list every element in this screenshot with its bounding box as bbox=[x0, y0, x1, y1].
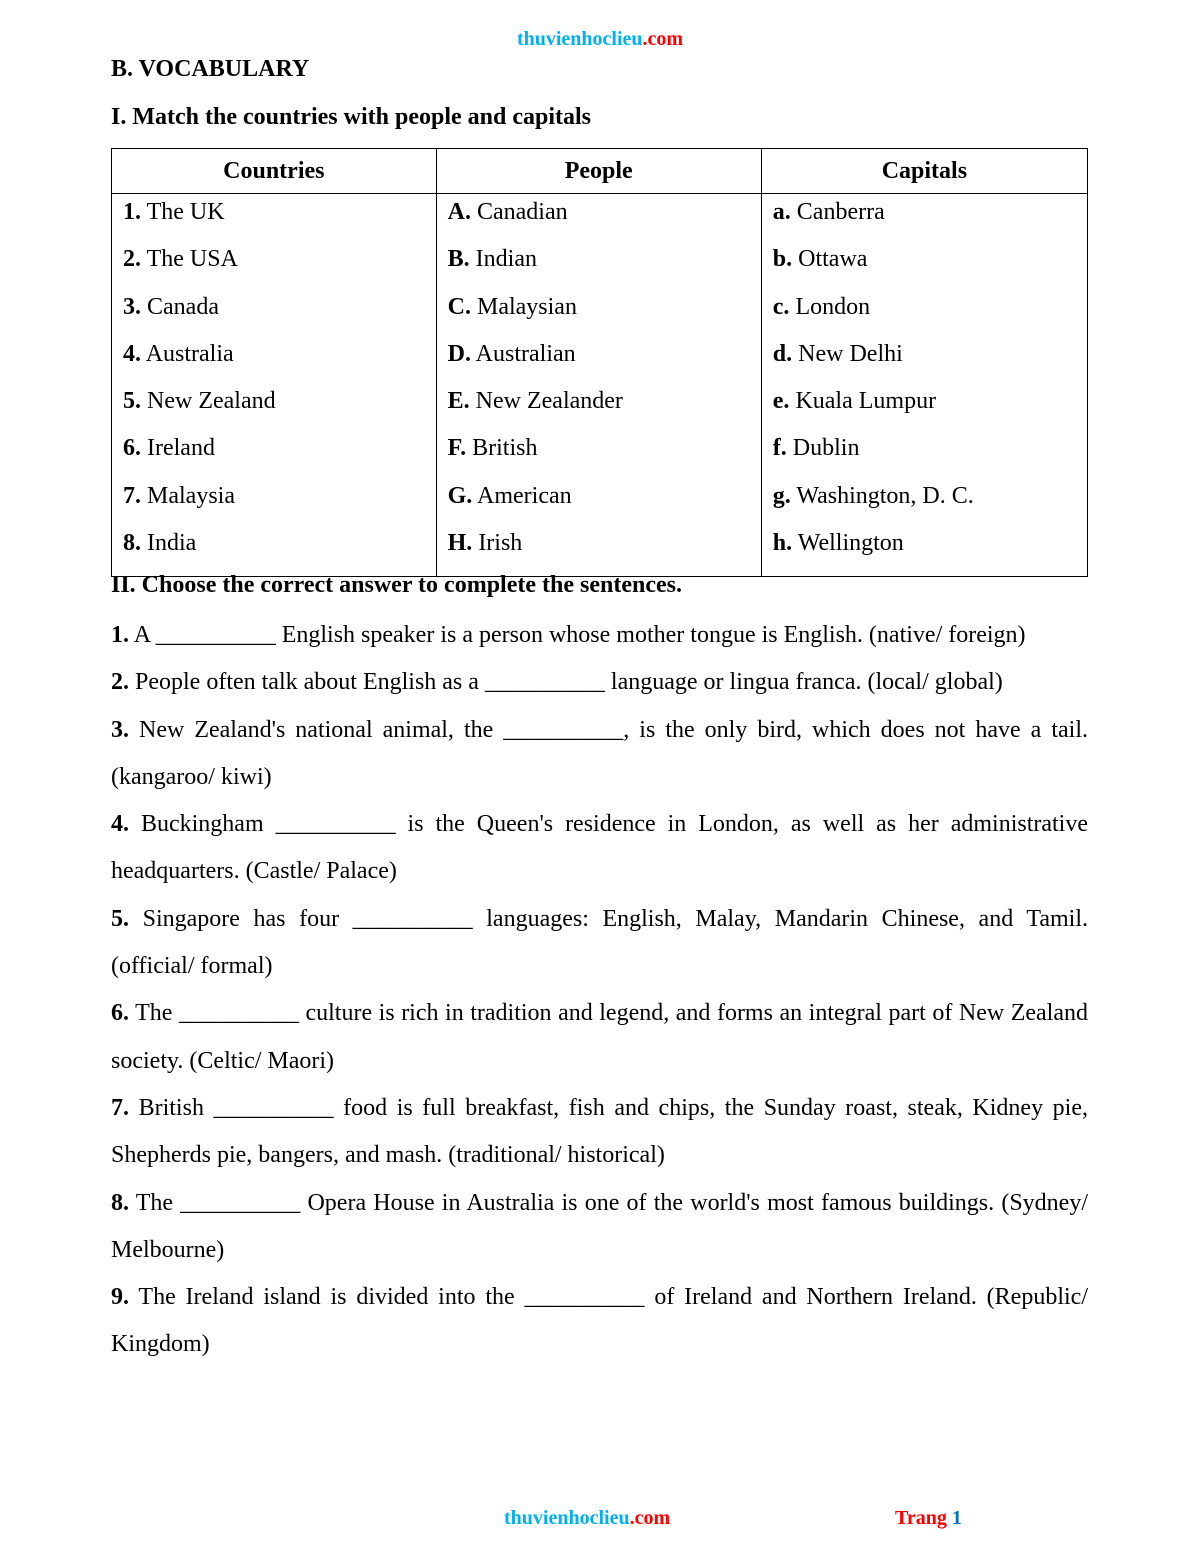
capital-item-text: New Delhi bbox=[798, 340, 903, 367]
exercise1-title: I. Match the countries with people and capitals bbox=[111, 104, 591, 130]
country-item-number: 3. bbox=[123, 293, 141, 320]
question-number: 1. bbox=[111, 622, 129, 648]
people-item bbox=[448, 340, 761, 387]
capital-item-number: e. bbox=[772, 388, 790, 415]
capital-item bbox=[773, 340, 1087, 387]
country-item-number: 6. bbox=[123, 435, 141, 462]
people-item-text: Australian bbox=[475, 340, 576, 367]
country-item-number: 7. bbox=[123, 482, 141, 509]
country-item-number: 2. bbox=[123, 246, 141, 273]
capital-item-text: Ottawa bbox=[798, 246, 868, 273]
people-item-number: E. bbox=[447, 388, 470, 415]
capital-item-text: Washington, D. C. bbox=[796, 482, 974, 509]
question-item bbox=[111, 1274, 1088, 1369]
people-item-text: Indian bbox=[475, 246, 537, 273]
question-text: People often talk about English as a __________ language or lingua franca. (local/ global) bbox=[135, 669, 1003, 696]
site-name: thuvienhoclieu bbox=[504, 1507, 630, 1529]
country-item-text: New Zealand bbox=[147, 388, 276, 415]
site-domain: .com bbox=[629, 1507, 671, 1529]
people-item-text: Malaysian bbox=[476, 293, 577, 320]
question-number: 9. bbox=[111, 1284, 129, 1311]
people-item bbox=[448, 198, 761, 245]
people-item-number: A. bbox=[447, 199, 471, 225]
section-title: B. VOCABULARY bbox=[111, 56, 310, 82]
question-number: 2. bbox=[111, 669, 129, 696]
column-header-people: People bbox=[436, 149, 761, 194]
question-text: The Ireland island is divided into the __________ of Ireland and Northern Ireland. (Republic/ Kingdom) bbox=[111, 1284, 1088, 1358]
capital-item bbox=[773, 245, 1087, 292]
question-text: Buckingham __________ is the Queen's residence in London, as well as her administrative headquarters. (Castle/ Palace) bbox=[111, 811, 1088, 885]
capital-item-number: d. bbox=[772, 340, 793, 367]
country-item-number: 5. bbox=[123, 388, 141, 415]
capital-item bbox=[773, 293, 1087, 340]
people-item-number: C. bbox=[447, 293, 471, 320]
people-item bbox=[448, 482, 761, 529]
question-list bbox=[111, 612, 1088, 1369]
country-item-number: 4. bbox=[123, 340, 141, 367]
capital-item-text: Dublin bbox=[792, 435, 860, 462]
people-column bbox=[436, 194, 761, 577]
country-item bbox=[123, 340, 436, 387]
people-item-text: Irish bbox=[478, 530, 523, 557]
people-item-number: H. bbox=[447, 530, 473, 557]
question-item bbox=[111, 990, 1088, 1085]
question-item bbox=[111, 896, 1088, 991]
site-header-watermark bbox=[0, 28, 1200, 51]
country-item-text: The UK bbox=[146, 199, 225, 225]
countries-column bbox=[112, 194, 437, 577]
capital-item bbox=[773, 482, 1087, 529]
capital-item-text: London bbox=[795, 293, 871, 320]
capital-item-text: Kuala Lumpur bbox=[795, 388, 937, 415]
question-text: New Zealand's national animal, the __________, is the only bird, which does not have a tail. (kangaroo/ kiwi) bbox=[111, 716, 1088, 790]
people-item bbox=[448, 529, 761, 576]
question-number: 7. bbox=[111, 1094, 129, 1121]
matching-table bbox=[111, 148, 1088, 577]
question-text: Singapore has four __________ languages: English, Malay, Mandarin Chinese, and Tamil. (official/ formal) bbox=[111, 905, 1088, 980]
capital-item bbox=[773, 198, 1087, 245]
people-item bbox=[448, 293, 761, 340]
people-item-number: B. bbox=[447, 246, 470, 273]
page-number-value: 1 bbox=[951, 1507, 962, 1529]
people-item-text: New Zealander bbox=[475, 388, 623, 415]
question-number: 6. bbox=[111, 1000, 129, 1027]
people-item bbox=[448, 387, 761, 434]
capital-item bbox=[773, 387, 1087, 434]
exercise2-title: II. Choose the correct answer to complete the sentences. bbox=[111, 572, 682, 598]
capital-item-number: b. bbox=[772, 246, 793, 273]
capital-item-number: h. bbox=[772, 530, 793, 557]
question-item bbox=[111, 612, 1088, 659]
country-item-text: India bbox=[147, 530, 197, 557]
question-number: 4. bbox=[111, 811, 129, 838]
site-domain: .com bbox=[642, 28, 684, 50]
question-text: The __________ Opera House in Australia is one of the world's most famous buildings. (Sydney/ Melbourne) bbox=[111, 1189, 1088, 1263]
capital-item-number: a. bbox=[772, 199, 791, 225]
question-item bbox=[111, 707, 1088, 802]
country-item bbox=[123, 387, 436, 434]
capital-item-text: Wellington bbox=[797, 530, 904, 557]
people-item-number: F. bbox=[447, 435, 467, 462]
people-item bbox=[448, 245, 761, 292]
country-item-text: Australia bbox=[145, 340, 234, 367]
page-number bbox=[895, 1507, 962, 1530]
question-text: A __________ English speaker is a person whose mother tongue is English. (native/ foreign) bbox=[133, 622, 1026, 648]
people-item-number: D. bbox=[447, 340, 471, 367]
people-item bbox=[448, 434, 761, 481]
country-item-number: 8. bbox=[123, 530, 141, 557]
question-number: 5. bbox=[111, 905, 129, 932]
site-name: thuvienhoclieu bbox=[516, 28, 643, 50]
country-item-text: Canada bbox=[147, 293, 219, 320]
question-item bbox=[111, 801, 1088, 896]
country-item bbox=[123, 293, 436, 340]
country-item bbox=[123, 245, 436, 292]
column-header-capitals: Capitals bbox=[761, 149, 1087, 194]
capital-item bbox=[773, 434, 1087, 481]
country-item bbox=[123, 482, 436, 529]
people-item-number: G. bbox=[447, 482, 473, 509]
capital-item bbox=[773, 529, 1087, 576]
country-item-text: Ireland bbox=[147, 435, 215, 462]
question-number: 8. bbox=[111, 1189, 129, 1216]
column-header-countries: Countries bbox=[112, 149, 437, 194]
question-text: British __________ food is full breakfast, fish and chips, the Sunday roast, steak, Kidney pie, Shepherds pie, bangers, and mash. (traditional/ historical) bbox=[111, 1094, 1088, 1169]
country-item bbox=[123, 434, 436, 481]
country-item bbox=[123, 529, 436, 576]
people-item-text: Canadian bbox=[476, 199, 568, 225]
country-item-text: Malaysia bbox=[147, 482, 235, 509]
capital-item-number: f. bbox=[772, 435, 787, 462]
table-header-row bbox=[112, 149, 1088, 194]
question-number: 3. bbox=[111, 716, 129, 743]
country-item bbox=[123, 198, 436, 245]
capitals-column bbox=[761, 194, 1087, 577]
question-item bbox=[111, 659, 1088, 706]
country-item-number: 1. bbox=[123, 199, 141, 225]
question-text: The __________ culture is rich in tradition and legend, and forms an integral part of New Zealand society. (Celtic/ Maori) bbox=[111, 1000, 1088, 1074]
question-item bbox=[111, 1180, 1088, 1275]
page-label: Trang bbox=[895, 1507, 947, 1529]
people-item-text: British bbox=[472, 435, 538, 462]
country-item-text: The USA bbox=[146, 246, 238, 273]
people-item-text: American bbox=[477, 482, 572, 509]
question-item bbox=[111, 1085, 1088, 1180]
site-footer-watermark bbox=[504, 1507, 670, 1530]
capital-item-number: g. bbox=[772, 482, 791, 509]
capital-item-number: c. bbox=[772, 293, 790, 320]
capital-item-text: Canberra bbox=[796, 199, 885, 225]
